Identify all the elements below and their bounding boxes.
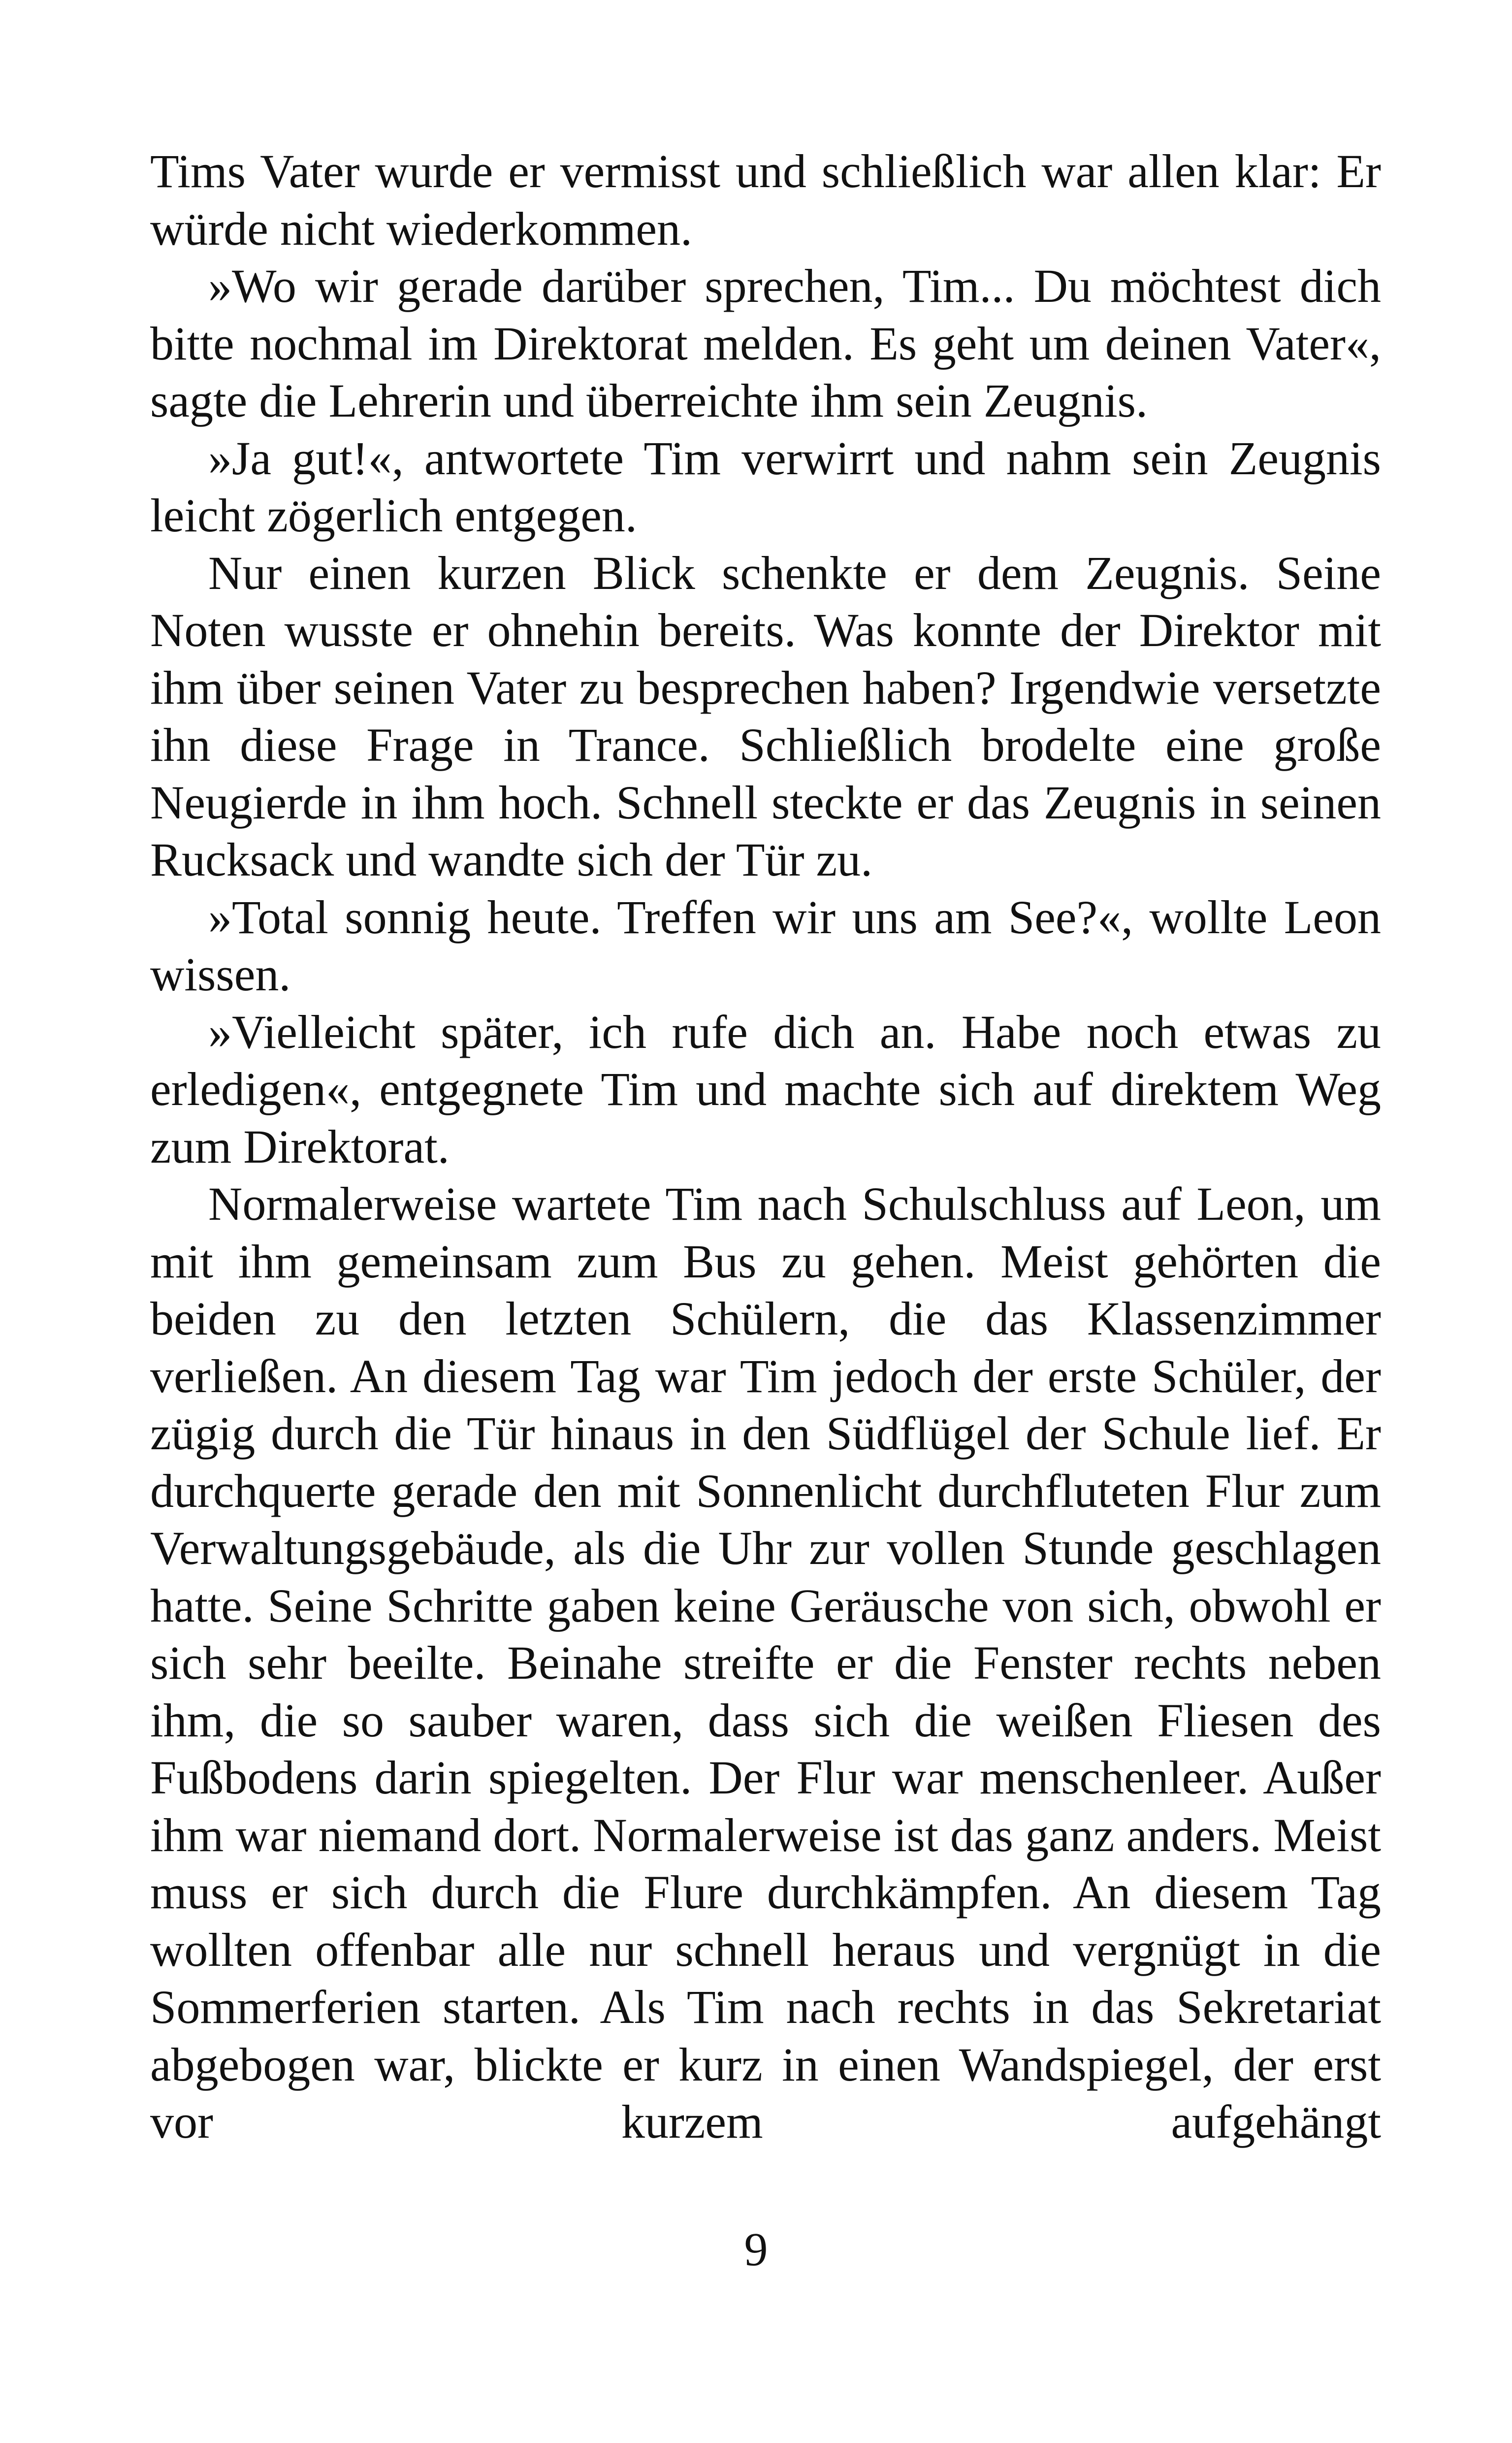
paragraph-1: Tims Vater wurde er vermisst und schließlich war allen klar: Er würde nicht wiederkommen. [150, 145, 1381, 255]
page-number: 9 [744, 2223, 768, 2276]
paragraph-3: »Ja gut!«, antwortete Tim verwirrt und nahm sein Zeugnis leicht zögerlich entgegen. [150, 431, 1381, 542]
paragraph-7: Normalerweise wartete Tim nach Schulschluss auf Leon, um mit ihm gemeinsam zum Bus zu gehen. Meist gehörten die beiden zu den letzten Schülern, die das Klassenzimmer verließen. An diesem Tag war Tim jedoch der erste Schüler, der zügig durch die Tür hinaus in den Südflügel der Schule lief. Er durchquerte gerade den mit Sonnenlicht durchfluteten Flur zum Verwaltungsgebäude, als die Uhr zur vollen Stunde geschlagen hatte. Seine Schritte gaben keine Geräusche von sich, obwohl er sich sehr beeilte. Beinahe streifte er die Fenster rechts neben ihm, die so sauber waren, dass sich die weißen Fliesen des Fußbodens darin spiegelten. Der Flur war menschenleer. Außer ihm war niemand dort. Normalerweise ist das ganz anders. Meist muss er sich durch die Flure durchkämpfen. An diesem Tag wollten offenbar alle nur schnell heraus und vergnügt in die Sommerferien starten. Als Tim nach rechts in das Sekretariat abgebogen war, blickte er kurz in einen Wandspiegel, der erst vor kurzem aufgehängt [150, 1177, 1381, 2148]
body-text [150, 143, 1381, 2151]
paragraph-6: »Vielleicht später, ich rufe dich an. Habe noch etwas zu erledigen«, entgegnete Tim und machte sich auf direktem Weg zum Direktorat. [150, 1005, 1381, 1173]
paragraph-5: »Total sonnig heute. Treffen wir uns am See?«, wollte Leon wissen. [150, 890, 1381, 1001]
paragraph-4: Nur einen kurzen Blick schenkte er dem Zeugnis. Seine Noten wusste er ohnehin bereits. Was konnte der Direktor mit ihm über seinen Vater zu besprechen haben? Irgendwie versetzte ihn diese Frage in Trance. Schließlich brodelte eine große Neugierde in ihm hoch. Schnell steckte er das Zeugnis in seinen Rucksack und wandte sich der Tür zu. [150, 546, 1381, 886]
paragraph-2: »Wo wir gerade darüber sprechen, Tim... Du möchtest dich bitte nochmal im Direktorat melden. Es geht um deinen Vater«, sagte die Lehrerin und überreichte ihm sein Zeugnis. [150, 260, 1381, 427]
